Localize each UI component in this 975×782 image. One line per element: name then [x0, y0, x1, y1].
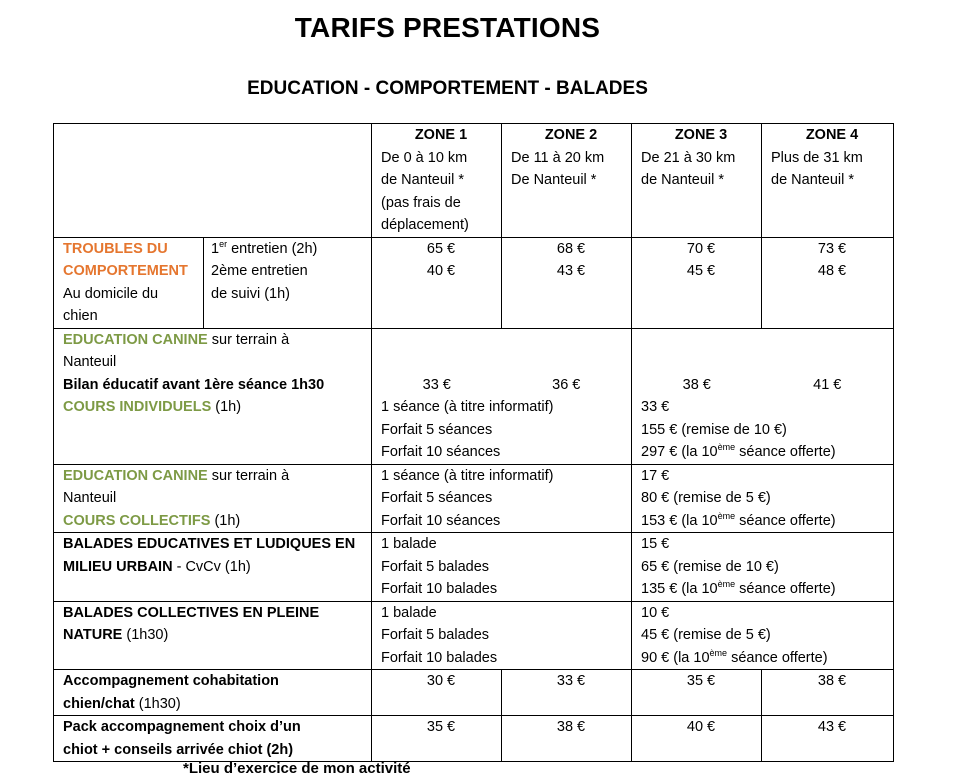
collectifs-cours	[63, 510, 371, 533]
option: Forfait 5 séances	[381, 421, 493, 438]
individuels-heading	[63, 329, 371, 352]
zone-3-line: de Nanteuil *	[641, 172, 725, 188]
option: 1 séance (à titre informatif)	[381, 399, 554, 415]
price: 17 €	[641, 467, 670, 484]
urbain-title-line2	[63, 556, 371, 579]
option: Forfait 10 séances	[381, 444, 501, 460]
zone-2-line: De Nanteuil *	[511, 172, 597, 188]
cohabitation-tail: (1h30)	[134, 695, 181, 712]
price: 40 €	[686, 719, 716, 735]
cohabitation-title-line2	[63, 693, 371, 716]
individuels-cours-tail: (1h)	[211, 399, 242, 415]
page-title: TARIFS PRESTATIONS	[294, 12, 601, 43]
option: Forfait 5 séances	[381, 490, 493, 506]
price: 43 €	[556, 263, 586, 279]
price: 65 €	[426, 240, 456, 257]
price: 30 €	[426, 673, 456, 689]
entretien-1-sup: er	[219, 238, 228, 249]
offer-tail: séance offerte)	[735, 512, 836, 529]
zone-1-line: (pas frais de	[381, 194, 461, 211]
entretien-1	[211, 238, 371, 261]
collectifs-tail: sur terrain à	[207, 467, 290, 484]
individuels-label-cell	[54, 328, 372, 464]
chiot-row	[54, 716, 894, 762]
troubles-zone-4	[762, 237, 894, 328]
bilan-prices-34	[641, 374, 893, 397]
option: Forfait 10 balades	[381, 581, 498, 597]
zone-4-line: Plus de 31 km	[771, 149, 863, 166]
option: 1 balade	[381, 604, 437, 621]
chiot-title: chiot + conseils arrivée chiot (2h)	[63, 741, 294, 758]
price: 45 € (remise de 5 €)	[641, 627, 771, 643]
individuels-prices-cell	[632, 328, 894, 464]
price: 73 €	[817, 240, 847, 257]
zone-4-header	[762, 124, 894, 238]
price: 65 € (remise de 10 €)	[641, 558, 779, 575]
chiot-label-cell	[54, 716, 372, 762]
zone-4-name: ZONE 4	[805, 127, 859, 143]
price-offer	[641, 647, 893, 670]
zone-1-line: déplacement)	[381, 217, 469, 233]
troubles-zone-1	[372, 237, 502, 328]
collectifs-cours-name: COURS COLLECTIFS	[63, 512, 211, 529]
option: Forfait 10 séances	[381, 512, 501, 529]
individuels-place: Nanteuil	[63, 354, 117, 370]
cohabitation-title: Accompagnement cohabitation	[63, 673, 279, 689]
zone-3-header	[632, 124, 762, 238]
option: Forfait 10 balades	[381, 649, 498, 666]
troubles-zone-3	[632, 237, 762, 328]
troubles-title: COMPORTEMENT	[63, 263, 188, 279]
cohabitation-zone-2	[502, 670, 632, 716]
option: Forfait 5 balades	[381, 558, 490, 575]
price: 40 €	[426, 263, 456, 279]
nature-title: BALADES COLLECTIVES EN PLEINE	[63, 604, 320, 621]
nature-prices-cell	[632, 601, 894, 670]
urbain-label-cell	[54, 533, 372, 602]
chiot-zone-1	[372, 716, 502, 762]
cohabitation-title: chien/chat	[63, 695, 135, 712]
price: 38 €	[682, 376, 711, 393]
sup: ème	[709, 647, 728, 658]
price: 48 €	[817, 263, 847, 279]
zone-1-line: de Nanteuil *	[381, 172, 465, 188]
troubles-row	[54, 237, 894, 328]
nature-label-cell	[54, 601, 372, 670]
zone-2-name: ZONE 2	[544, 127, 598, 143]
individuels-row	[54, 328, 894, 464]
bilan-prices-12	[381, 374, 631, 397]
offer-tail: séance offerte)	[735, 444, 836, 460]
price: 68 €	[556, 240, 586, 257]
page-subtitle: EDUCATION - COMPORTEMENT - BALADES	[247, 78, 648, 99]
entretien-1-num: 1	[211, 240, 220, 257]
sup: ème	[717, 510, 736, 521]
individuels-cours-name: COURS INDIVIDUELS	[63, 399, 212, 415]
price: 35 €	[426, 719, 456, 735]
price: 10 €	[641, 604, 670, 621]
price-offer	[641, 510, 893, 533]
option: 1 balade	[381, 536, 437, 552]
price: 43 €	[817, 719, 847, 735]
price: 153 € (la 10	[641, 512, 718, 529]
nature-title: NATURE	[63, 627, 123, 643]
pricing-table	[53, 123, 894, 762]
sup: ème	[717, 442, 736, 452]
price: 35 €	[686, 673, 716, 689]
option: Forfait 5 balades	[381, 627, 490, 643]
troubles-sessions-cell	[204, 237, 372, 328]
cohabitation-row	[54, 670, 894, 716]
collectifs-prices-cell	[632, 464, 894, 533]
chiot-zone-2	[502, 716, 632, 762]
price: 135 € (la 10	[641, 581, 718, 597]
price: 33 €	[641, 399, 670, 415]
price: 33 €	[556, 673, 586, 689]
troubles-desc: Au domicile du	[63, 285, 159, 302]
price: 38 €	[817, 673, 847, 689]
cohabitation-zone-4	[762, 670, 894, 716]
option: 1 séance (à titre informatif)	[381, 467, 554, 484]
collectifs-heading	[63, 465, 371, 488]
urbain-row	[54, 533, 894, 602]
price: 45 €	[686, 263, 716, 279]
price-offer	[641, 441, 893, 464]
individuels-head: EDUCATION CANINE	[63, 331, 208, 348]
zone-2-header	[502, 124, 632, 238]
urbain-title: BALADES EDUCATIVES ET LUDIQUES EN	[63, 536, 356, 552]
individuels-options-cell	[372, 328, 632, 464]
collectifs-options-cell	[372, 464, 632, 533]
sup: ème	[717, 579, 736, 589]
nature-title-tail: (1h30)	[122, 627, 169, 643]
footnote: *Lieu d’exercice de mon activité	[183, 760, 411, 777]
entretien-2: de suivi (1h)	[211, 285, 290, 302]
price: 41 €	[813, 376, 842, 393]
zone-1-header	[372, 124, 502, 238]
zone-1-line: De 0 à 10 km	[381, 149, 468, 166]
collectifs-head: EDUCATION CANINE	[63, 467, 208, 484]
nature-options-cell	[372, 601, 632, 670]
price: 36 €	[552, 376, 581, 393]
collectifs-cours-tail: (1h)	[210, 512, 241, 529]
collectifs-place: Nanteuil	[63, 490, 117, 506]
zone-1-name: ZONE 1	[414, 127, 468, 143]
chiot-zone-3	[632, 716, 762, 762]
price: 38 €	[556, 719, 586, 735]
offer-tail: séance offerte)	[735, 581, 836, 597]
individuels-cours	[63, 396, 371, 419]
entretien-1-text: entretien (2h)	[227, 240, 318, 257]
price-offer	[641, 578, 893, 601]
price: 80 € (remise de 5 €)	[641, 490, 771, 506]
troubles-label-cell	[54, 237, 204, 328]
zone-3-line: De 21 à 30 km	[641, 149, 736, 166]
chiot-title: Pack accompagnement choix d’un	[63, 719, 301, 735]
collectifs-row	[54, 464, 894, 533]
urbain-title: MILIEU URBAIN	[63, 558, 173, 575]
troubles-desc: chien	[63, 308, 98, 324]
cohabitation-label-cell	[54, 670, 372, 716]
entretien-2: 2ème entretien	[211, 263, 308, 279]
cohabitation-zone-1	[372, 670, 502, 716]
price: 155 € (remise de 10 €)	[641, 421, 787, 438]
zone-2-line: De 11 à 20 km	[511, 149, 605, 166]
nature-row	[54, 601, 894, 670]
urbain-prices-cell	[632, 533, 894, 602]
chiot-zone-4	[762, 716, 894, 762]
header-empty-cell	[54, 124, 372, 238]
collectifs-label-cell	[54, 464, 372, 533]
zone-3-name: ZONE 3	[674, 127, 728, 143]
nature-title-line2	[63, 624, 371, 647]
price: 90 € (la 10	[641, 649, 710, 666]
troubles-title: TROUBLES DU	[63, 240, 168, 257]
offer-tail: séance offerte)	[727, 649, 828, 666]
price: 33 €	[422, 376, 451, 393]
header-row	[54, 124, 894, 238]
urbain-options-cell	[372, 533, 632, 602]
urbain-title-tail: - CvCv (1h)	[172, 558, 251, 575]
cohabitation-zone-3	[632, 670, 762, 716]
individuels-bilan: Bilan éducatif avant 1ère séance 1h30	[63, 376, 325, 393]
price: 297 € (la 10	[641, 444, 718, 460]
price: 15 €	[641, 536, 670, 552]
price: 70 €	[686, 240, 716, 257]
individuels-tail: sur terrain à	[207, 331, 290, 348]
troubles-zone-2	[502, 237, 632, 328]
zone-4-line: de Nanteuil *	[771, 172, 855, 188]
